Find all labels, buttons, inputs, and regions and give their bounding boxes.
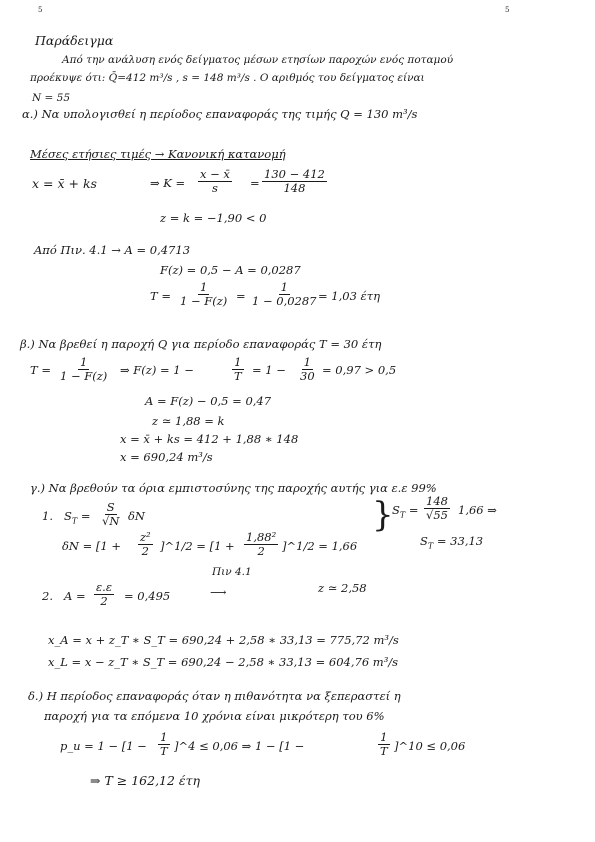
part-c-item-1: 1.	[42, 509, 53, 523]
part-c-xa: x_A = x + z_T ∗ S_T = 690,24 + 2,58 ∗ 33,13 = 775,72 m³/s	[48, 633, 399, 647]
part-c-brace-tail: 1,66 ⇒	[458, 503, 497, 517]
part-c-z: z ≃ 2,58	[318, 581, 367, 595]
part-c-brace-st: $S_T$ =	[392, 503, 419, 520]
part-a-k-fraction: $\frac{x - x̄}{s}$	[200, 167, 230, 195]
part-a-t-result: = 1,03 έτη	[318, 289, 380, 303]
part-c-dn-mid: ]^1/2 = [1 +	[160, 539, 235, 553]
part-c-dn-left: δN = [1 +	[62, 539, 122, 553]
part-b-fz-mid: = 1 −	[252, 363, 286, 377]
part-d-question-2: παροχή για τα επόμενα 10 χρόνια είναι μικρότερη του 6%	[44, 709, 385, 723]
part-a-eq1: x = x̄ + ks	[32, 176, 97, 191]
part-c-st-fraction: $\frac{S}{√N}$	[102, 500, 120, 528]
part-a-k-values-fraction: $\frac{130 - 412}{148}$	[264, 167, 325, 195]
part-b-t-fraction: $\frac{1}{1 - F(z)}$	[60, 355, 108, 383]
part-b-x-line-1: x = x̄ + ks = 412 + 1,88 ∗ 148	[120, 432, 299, 446]
page-mark-right: 5	[505, 6, 510, 14]
brace-icon: }	[372, 495, 394, 535]
part-d-ineq-end: ]^10 ≤ 0,06	[394, 739, 466, 753]
page-title: Παράδειγμα	[35, 33, 114, 48]
part-b-z-line: z ≃ 1,88 = k	[152, 414, 225, 428]
part-b-question: β.) Να βρεθεί η παροχή Q για περίοδο επαναφοράς T = 30 έτη	[20, 337, 382, 351]
intro-line-1: Από την ανάλυση ενός δείγματος μέσων ετησίων παροχών ενός ποταμού	[62, 54, 454, 66]
part-b-fz-values-fraction: $\frac{1}{30}$	[300, 355, 315, 383]
part-c-dn-values-fraction: $\frac{\text{1,88²}}{2}$	[246, 530, 277, 558]
part-a-t-left: T =	[150, 289, 171, 303]
part-c-item-2: 2.	[42, 589, 53, 603]
intro-line-2: προέκυψε ότι: Q̄=412 m³/s , s = 148 m³/s . Ο αριθμός του δείγματος είναι	[30, 72, 425, 84]
part-d-ineq-fraction: $\frac{1}{T}$	[160, 730, 168, 758]
part-a-eq2-mid: =	[250, 176, 260, 190]
part-c-a-left: A =	[64, 589, 86, 603]
part-b-t-left: T =	[30, 363, 51, 377]
part-b-a-line: A = F(z) − 0,5 = 0,47	[145, 394, 272, 408]
page-mark-left: 5	[38, 6, 43, 14]
part-c-question: γ.) Να βρεθούν τα όρια εμπιστοσύνης της παροχής αυτής για ε.ε 99%	[30, 481, 437, 495]
part-b-x-line-2: x = 690,24 m³/s	[120, 450, 213, 464]
part-d-question-1: δ.) Η περίοδος επαναφοράς όταν η πιθανότητα να ξεπεραστεί η	[28, 689, 401, 703]
part-d-ineq-mid: ]^4 ≤ 0,06 ⇒ 1 − [1 −	[174, 739, 305, 753]
part-d-ineq-left: p_u = 1 − [1 −	[60, 739, 147, 753]
part-c-arrow-label: Πιν 4.1	[212, 566, 252, 578]
part-c-dn-fraction: $\frac{\text{z²}}{2}$	[140, 530, 151, 558]
part-b-fz-fraction: $\frac{1}{T}$	[234, 355, 242, 383]
part-c-a-fraction: $\frac{\varepsilon.\varepsilon}{2}$	[96, 580, 112, 608]
part-c-st-label: $S_T$ =	[64, 509, 91, 526]
part-c-xl: x_L = x − z_T ∗ S_T = 690,24 − 2,58 ∗ 33,13 = 604,76 m³/s	[48, 655, 399, 669]
right-arrow-icon: ⟶	[210, 585, 227, 599]
part-b-fz-left: ⇒ F(z) = 1 −	[120, 363, 194, 377]
part-c-a-value: = 0,495	[124, 589, 171, 603]
part-d-ineq-fraction-2: $\frac{1}{T}$	[380, 730, 388, 758]
part-a-table-ref: Από Πιν. 4.1 → A = 0,4713	[34, 243, 191, 257]
handwritten-page: 5 5 Παράδειγμα Από την ανάλυση ενός δείγματος μέσων ετησίων παροχών ενός ποταμού προέκυψε ότι: Q̄=412 m³/s , s = 148 m³/s . Ο αριθμός του δείγματος είναι N = 55 α.) Να υπολογισθεί η περίοδος επαναφοράς της τιμής Q = 130 m³/s Μέσες ετήσιες τιμές → Κανονική κατανομή x = x̄ + ks ⇒ K = $\frac{x - x̄}{s}$ = $\frac{130 - 412}{148}$ z = k = −1,90 < 0 Από Πιν. 4.1 → A = 0,4713 F(z) = 0,5 − A = 0,0287 T = $\frac{1}{1 - F(z)}$ = $\frac{1}{1 - 0,0287}$ = 1,03 έτη β.) Να βρεθεί η παροχή Q για περίοδο επαναφοράς T = 30 έτη T = $\frac{1}{1 - F(z)}$ ⇒ F(z) = 1 − $\frac{1}{T}$ = 1 − $\frac{1}{30}$ = 0,97 > 0,5 A = F(z) − 0,5 = 0,47 z ≃ 1,88 = k x = x̄ + ks = 412 + 1,88 ∗ 148 x = 690,24 m³/s γ.) Να βρεθούν τα όρια εμπιστοσύνης της παροχής αυτής για ε.ε 99% 1. $S_T$ = $\frac{S}{√N}$ δN δN = [1 + $\frac{\text{z²}}{2}$ ]^1/2 = [1 + $\frac{\text{1,88²}}{2}$ ]^1/2 = 1,66 } $S_T$ = $\frac{148}{√55}$ 1,66 ⇒ $S_T = 33,13$ 2. A = $\frac{\varepsilon.\varepsilon}{2}$ = 0,495 Πιν 4.1 ⟶ z ≃ 2,58 x_A = x + z_T ∗ S_T = 690,24 + 2,58 ∗ 33,13 = 775,72 m³/s x_L = x − z_T ∗ S_T = 690,24 − 2,58 ∗ 33,13 = 604,76 m³/s δ.) Η περίοδος επαναφοράς όταν η πιθανότητα να ξεπεραστεί η παροχή για τα επόμενα 10 χρόνια είναι μικρότερη του 6% p_u = 1 − [1 − $\frac{1}{T}$ ]^4 ≤ 0,06 ⇒ 1 − [1 − $\frac{1}{T}$ ]^10 ≤ 0,06 ⇒ T ≥ 162,12 έτη	[20, 6, 510, 788]
part-b-fz-result: = 0,97 > 0,5	[322, 363, 397, 377]
part-a-heading: Μέσες ετήσιες τιμές → Κανονική κατανομή	[30, 147, 286, 161]
part-c-brace-fraction: $\frac{148}{√55}$	[426, 494, 448, 522]
part-c-st-dn: δN	[128, 509, 145, 523]
part-a-eq2-left: ⇒ K =	[150, 176, 186, 190]
part-c-brace-result: $S_T = 33,13$	[420, 534, 484, 551]
part-a-t-fraction: $\frac{1}{1 - F(z)}$	[180, 280, 228, 308]
intro-line-3: N = 55	[32, 92, 71, 104]
part-a-t-values-fraction: $\frac{1}{1 - 0,0287}$	[252, 280, 317, 308]
part-d-result: ⇒ T ≥ 162,12 έτη	[90, 773, 201, 788]
part-a-z-line: z = k = −1,90 < 0	[160, 211, 267, 225]
part-c-dn-end: ]^1/2 = 1,66	[282, 539, 358, 553]
part-a-fz: F(z) = 0,5 − A = 0,0287	[160, 263, 301, 277]
part-a-question: α.) Να υπολογισθεί η περίοδος επαναφοράς της τιμής Q = 130 m³/s	[22, 107, 418, 121]
